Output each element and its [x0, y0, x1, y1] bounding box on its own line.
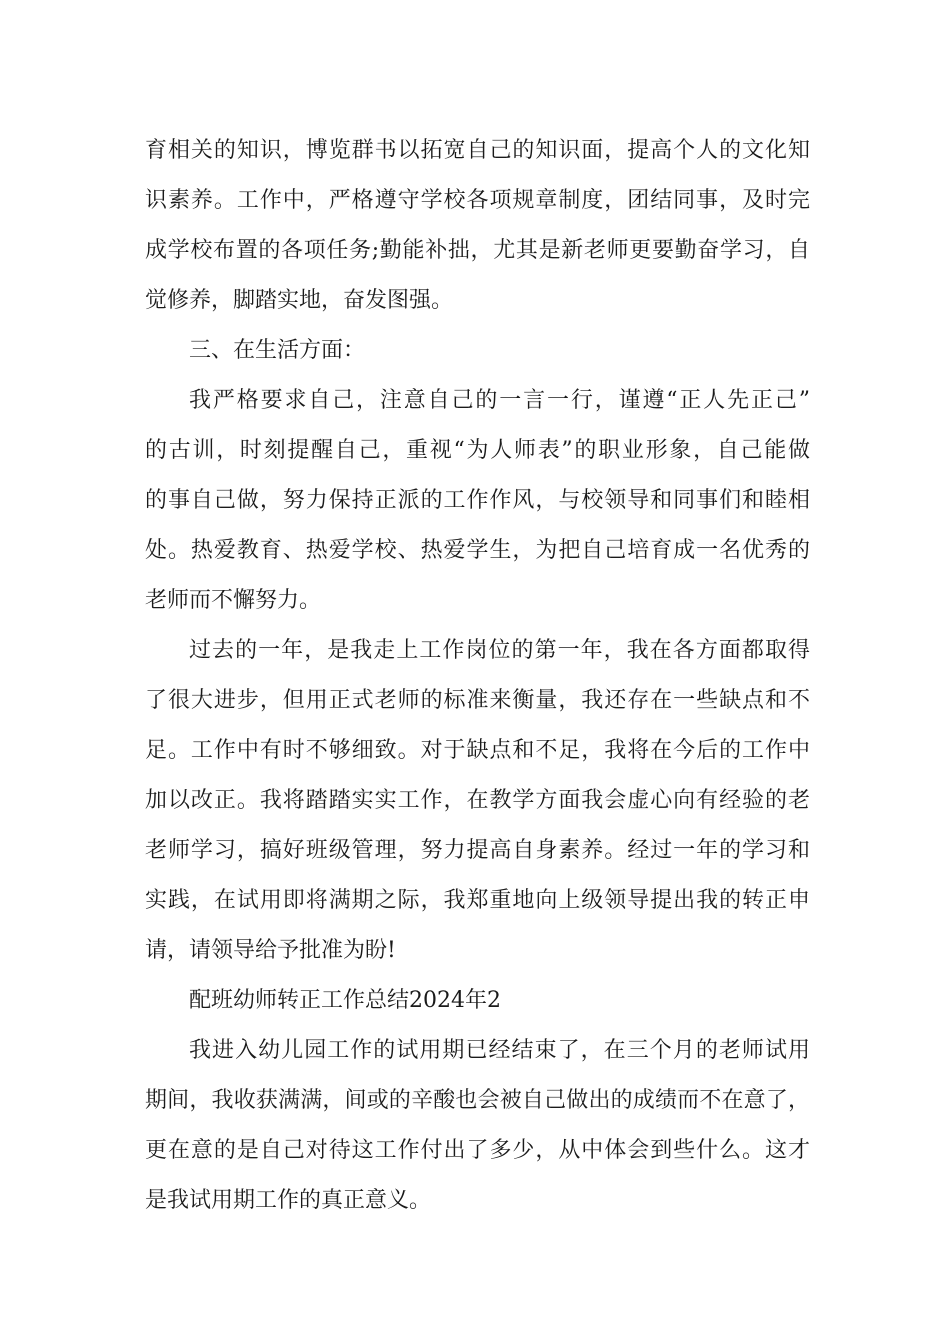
- text-line: 成学校布置的各项任务;勤能补拙，尤其是新老师更要勤奋学习，自: [145, 238, 810, 263]
- text-line: 我严格要求自己，注意自己的一言一行，谨遵“正人先正己”: [189, 388, 810, 413]
- text-line: 过去的一年，是我走上工作岗位的第一年，我在各方面都取得: [189, 638, 810, 663]
- document-body: [145, 126, 810, 1226]
- section-heading: 三、在生活方面：: [189, 338, 366, 363]
- text-line: 是我试用期工作的真正意义。: [145, 1188, 432, 1213]
- text-line: 觉修养，脚踏实地，奋发图强。: [145, 288, 454, 313]
- text-line: 的事自己做，努力保持正派的工作作风，与校领导和同事们和睦相: [145, 488, 810, 513]
- text-line: 老师而不懈努力。: [145, 588, 322, 613]
- text-line: 的古训，时刻提醒自己，重视“为人师表”的职业形象，自己能做: [145, 438, 810, 463]
- text-line: 我进入幼儿园工作的试用期已经结束了，在三个月的老师试用: [189, 1038, 810, 1063]
- article-title: 配班幼师转正工作总结2024年2: [189, 988, 501, 1013]
- text-line: 期间，我收获满满，间或的辛酸也会被自己做出的成绩而不在意了，: [145, 1088, 810, 1113]
- text-line: 识素养。工作中，严格遵守学校各项规章制度，团结同事，及时完: [145, 188, 810, 213]
- text-line: 老师学习，搞好班级管理，努力提高自身素养。经过一年的学习和: [145, 838, 810, 863]
- text-line: 了很大进步，但用正式老师的标准来衡量，我还存在一些缺点和不: [145, 688, 810, 713]
- text-line: 育相关的知识，博览群书以拓宽自己的知识面，提高个人的文化知: [145, 138, 810, 163]
- text-line: 请，请领导给予批准为盼!: [145, 938, 396, 963]
- text-line: 处。热爱教育、热爱学校、热爱学生，为把自己培育成一名优秀的: [145, 538, 810, 563]
- text-line: 足。工作中有时不够细致。对于缺点和不足，我将在今后的工作中: [145, 738, 810, 763]
- text-line: 加以改正。我将踏踏实实工作，在教学方面我会虚心向有经验的老: [145, 788, 810, 813]
- text-line: 实践，在试用即将满期之际，我郑重地向上级领导提出我的转正申: [145, 888, 810, 913]
- text-line: 更在意的是自己对待这工作付出了多少，从中体会到些什么。这才: [145, 1138, 810, 1163]
